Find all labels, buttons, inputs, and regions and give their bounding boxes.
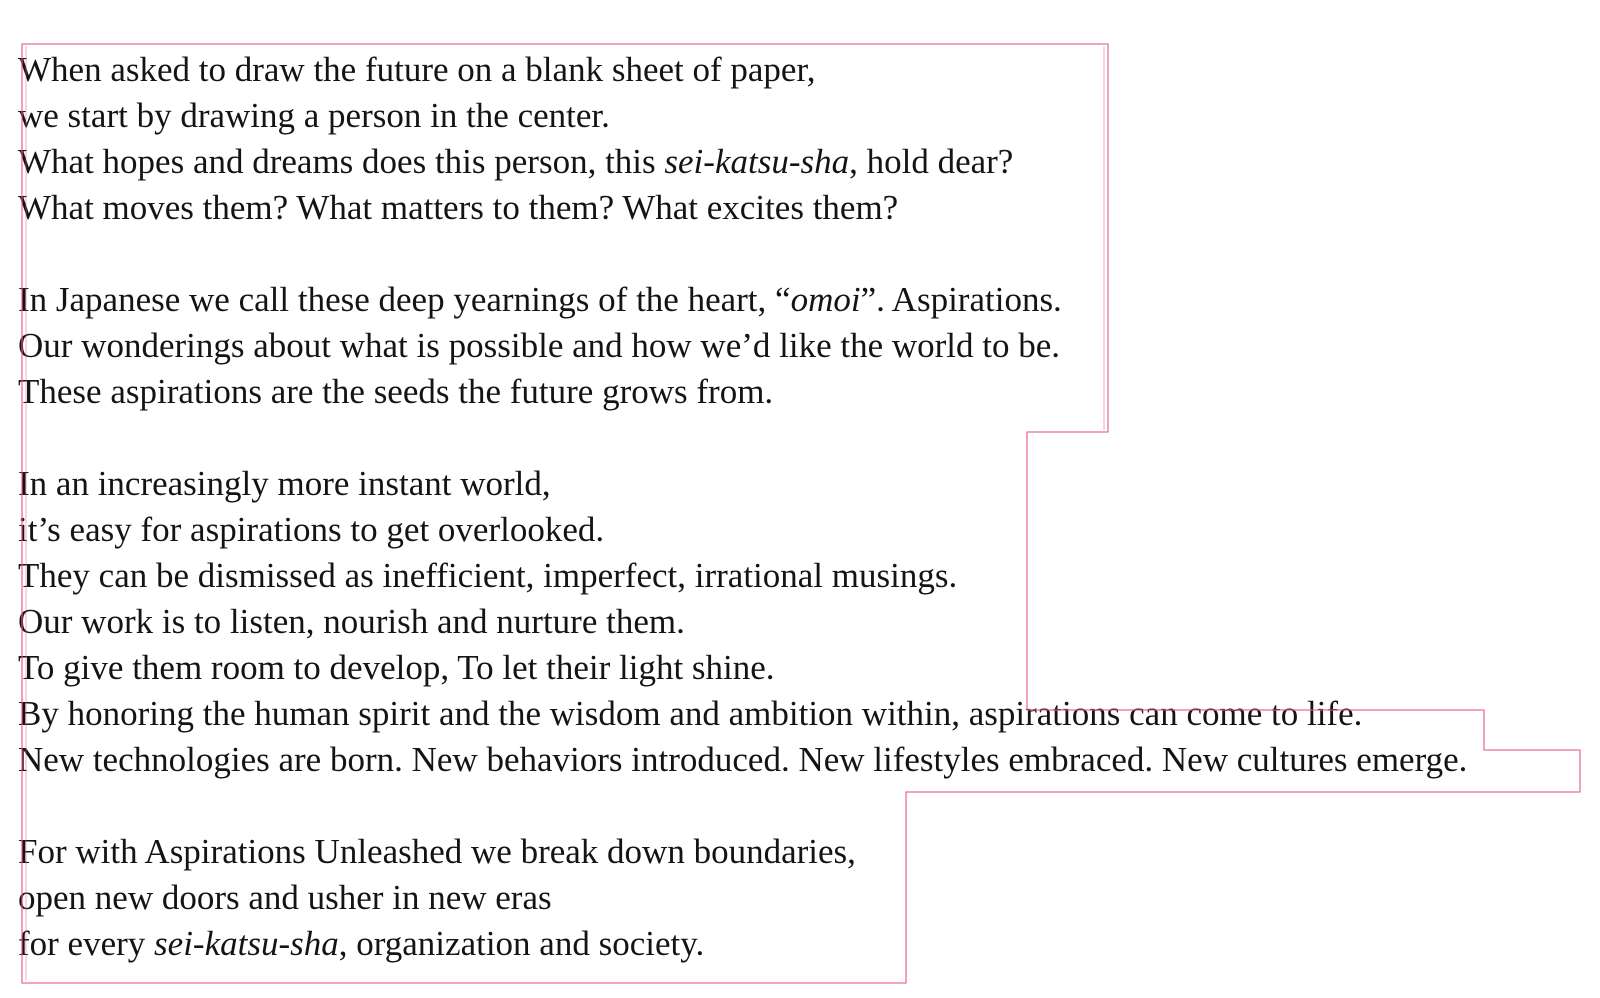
line-text: we start by drawing a person in the center. bbox=[18, 96, 610, 135]
poem-line bbox=[18, 277, 1467, 323]
line-text: By honoring the human spirit and the wisdom and ambition within, aspirations can come to life. bbox=[18, 694, 1363, 733]
poem-line bbox=[18, 875, 1467, 921]
line-text: They can be dismissed as inefficient, imperfect, irrational musings. bbox=[18, 556, 958, 595]
line-text: What hopes and dreams does this person, this bbox=[18, 142, 665, 181]
poem-line bbox=[18, 645, 1467, 691]
stanza-break bbox=[18, 231, 1467, 277]
line-text: In an increasingly more instant world, bbox=[18, 464, 551, 503]
italic-term: omoi bbox=[790, 280, 861, 319]
line-text: When asked to draw the future on a blank sheet of paper, bbox=[18, 50, 816, 89]
stanza-break bbox=[18, 783, 1467, 829]
line-text: These aspirations are the seeds the future grows from. bbox=[18, 372, 774, 411]
poem-line bbox=[18, 599, 1467, 645]
poem-line bbox=[18, 553, 1467, 599]
poem-line bbox=[18, 369, 1467, 415]
line-text: What moves them? What matters to them? What excites them? bbox=[18, 188, 899, 227]
poem-line bbox=[18, 691, 1467, 737]
poem-line bbox=[18, 461, 1467, 507]
line-text: Our work is to listen, nourish and nurture them. bbox=[18, 602, 685, 641]
line-text: New technologies are born. New behaviors introduced. New lifestyles embraced. New cultures emerge. bbox=[18, 740, 1468, 779]
poem-line bbox=[18, 829, 1467, 875]
line-text: open new doors and usher in new eras bbox=[18, 878, 552, 917]
poem-line bbox=[18, 47, 1467, 93]
poem-line bbox=[18, 921, 1467, 967]
poem-line bbox=[18, 737, 1467, 783]
line-text: , hold dear? bbox=[849, 142, 1014, 181]
line-text: for every bbox=[18, 924, 155, 963]
italic-term: sei-katsu-sha bbox=[664, 142, 850, 181]
line-text: For with Aspirations Unleashed we break down boundaries, bbox=[18, 832, 856, 871]
line-text: Our wonderings about what is possible and how we’d like the world to be. bbox=[18, 326, 1061, 365]
stanza-break bbox=[18, 415, 1467, 461]
poem-line bbox=[18, 93, 1467, 139]
poem-line bbox=[18, 139, 1467, 185]
line-text: To give them room to develop, To let their light shine. bbox=[18, 648, 775, 687]
line-text: it’s easy for aspirations to get overlooked. bbox=[18, 510, 605, 549]
italic-term: sei-katsu-sha bbox=[154, 924, 339, 963]
line-text: ”. Aspirations. bbox=[860, 280, 1062, 319]
poem-line bbox=[18, 185, 1467, 231]
poem-line bbox=[18, 507, 1467, 553]
line-text: , organization and society. bbox=[338, 924, 705, 963]
poem-line bbox=[18, 323, 1467, 369]
poem-text-block bbox=[18, 47, 1467, 967]
line-text: In Japanese we call these deep yearnings of the heart, “ bbox=[18, 280, 791, 319]
